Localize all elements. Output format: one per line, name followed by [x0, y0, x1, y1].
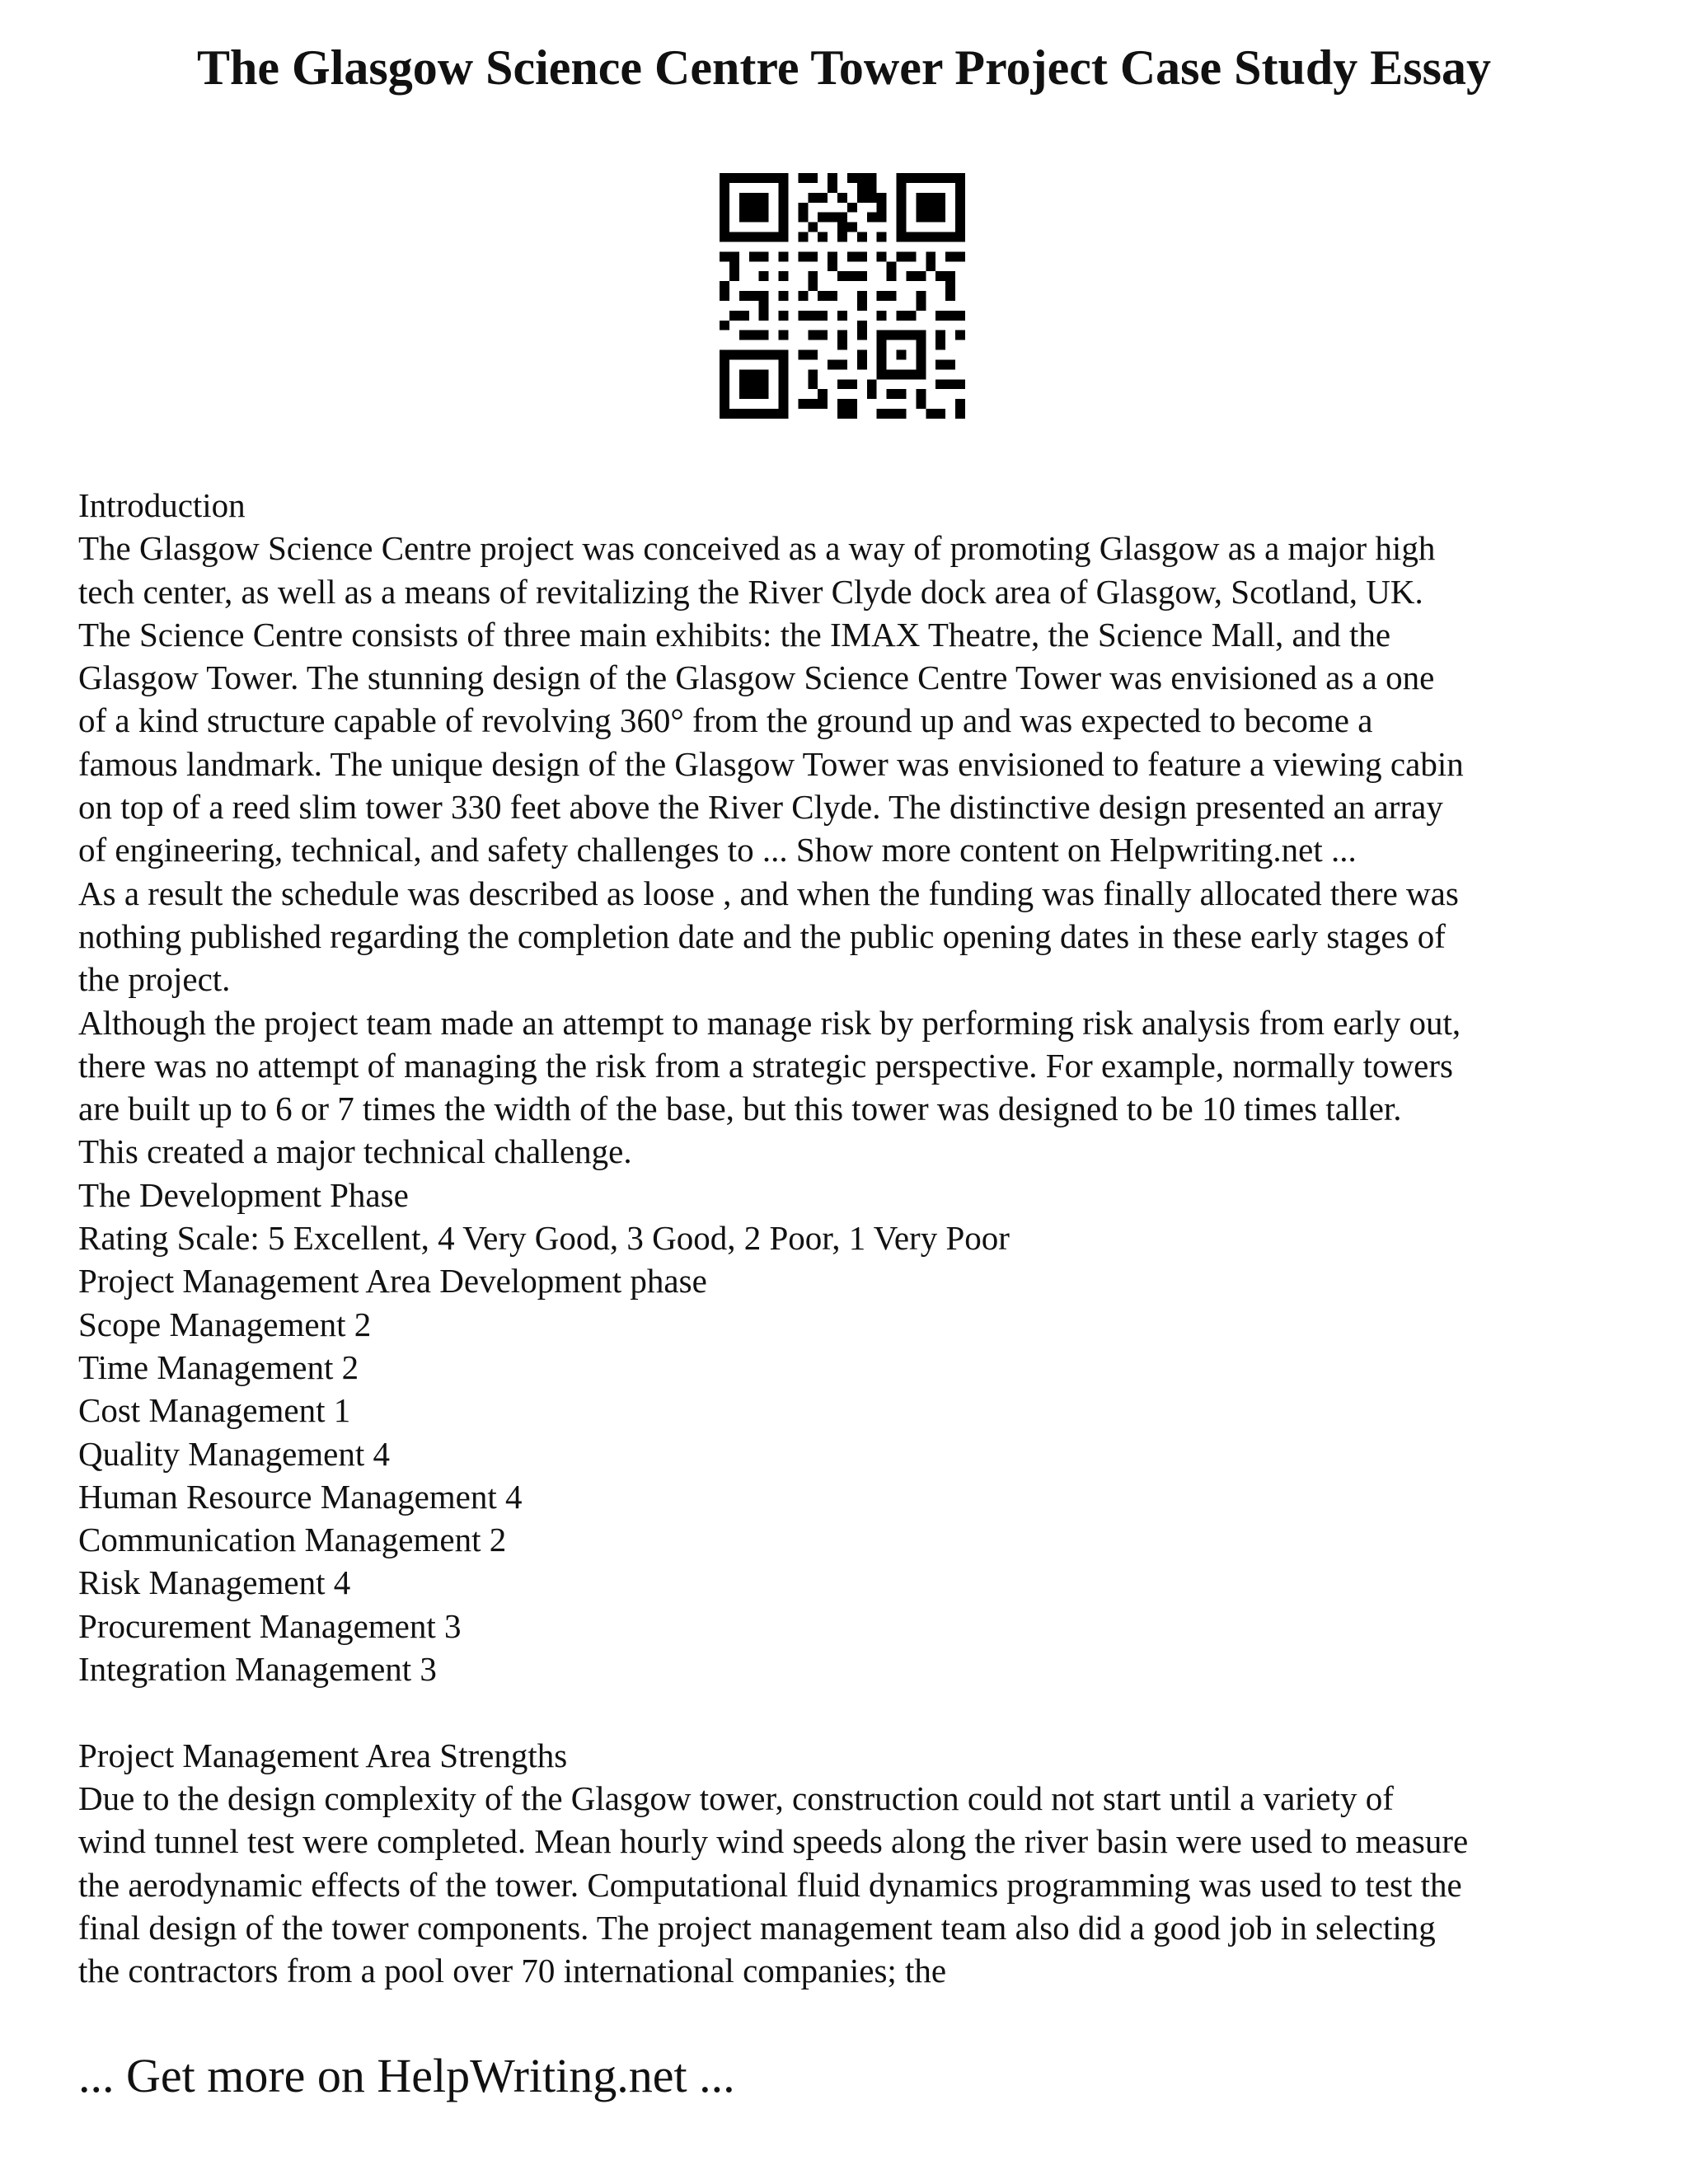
page-title: The Glasgow Science Centre Tower Project Case Study Essay [197, 40, 1491, 95]
text-line: Human Resource Management 4 [78, 1477, 523, 1516]
text-line: Introduction [78, 486, 246, 524]
text-line: Procurement Management 3 [78, 1606, 462, 1645]
text-line: are built up to 6 or 7 times the width of the base, but this tower was designed to be 10 times taller. [78, 1090, 1402, 1128]
text-line: Glasgow Tower. The stunning design of the Glasgow Science Centre Tower was envisioned as a one [78, 658, 1435, 697]
text-line: As a result the schedule was described as loose , and when the funding was finally allocated there was [78, 874, 1459, 912]
text-line: Communication Management 2 [78, 1521, 507, 1559]
text-line: The Science Centre consists of three main exhibits: the IMAX Theatre, the Science Mall, and the [78, 615, 1391, 654]
text-line: The Development Phase [78, 1175, 409, 1214]
text-line: Quality Management 4 [78, 1434, 391, 1473]
text-line: Scope Management 2 [78, 1305, 372, 1343]
text-line: the aerodynamic effects of the tower. Computational fluid dynamics programming was used to test the [78, 1865, 1462, 1904]
qr-code-icon [720, 173, 965, 419]
text-line: Time Management 2 [78, 1347, 359, 1386]
essay-body [78, 484, 1628, 1992]
text-line: This created a major technical challenge. [78, 1132, 632, 1171]
text-line: the contractors from a pool over 70 international companies; the [78, 1952, 947, 1990]
text-line: nothing published regarding the completion date and the public opening dates in these early stages of [78, 916, 1446, 955]
text-line: tech center, as well as a means of revitalizing the River Clyde dock area of Glasgow, Scotland, UK. [78, 572, 1423, 611]
text-line: Although the project team made an attempt to manage risk by performing risk analysis from early out, [78, 1003, 1461, 1042]
helpwriting-link[interactable]: ... Get more on HelpWriting.net ... [78, 2049, 735, 2102]
text-line: final design of the tower components. The project management team also did a good job in selecting [78, 1908, 1436, 1947]
text-line: Risk Management 4 [78, 1563, 351, 1602]
text-line: wind tunnel test were completed. Mean hourly wind speeds along the river basin were used to measure [78, 1822, 1469, 1861]
text-line: there was no attempt of managing the risk from a strategic perspective. For example, normally towers [78, 1046, 1453, 1085]
text-line: Cost Management 1 [78, 1391, 351, 1430]
text-line: famous landmark. The unique design of the Glasgow Tower was envisioned to feature a viewing cabin [78, 744, 1464, 783]
text-line: of a kind structure capable of revolving 360° from the ground up and was expected to become a [78, 701, 1373, 740]
text-line: Integration Management 3 [78, 1650, 437, 1689]
text-line: Project Management Area Strengths [78, 1736, 568, 1774]
text-line: The Glasgow Science Centre project was conceived as a way of promoting Glasgow as a major high [78, 529, 1436, 568]
text-line: the project. [78, 960, 231, 999]
text-line: Project Management Area Development phase [78, 1262, 707, 1301]
text-line: Rating Scale: 5 Excellent, 4 Very Good, 3 Good, 2 Poor, 1 Very Poor [78, 1219, 1010, 1258]
text-line: on top of a reed slim tower 330 feet above the River Clyde. The distinctive design presented an array [78, 788, 1443, 827]
text-line: Due to the design complexity of the Glasgow tower, construction could not start until a variety of [78, 1779, 1394, 1817]
text-line: of engineering, technical, and safety challenges to ... Show more content on Helpwriting.net ... [78, 831, 1357, 869]
blank-line [78, 1690, 1628, 1733]
